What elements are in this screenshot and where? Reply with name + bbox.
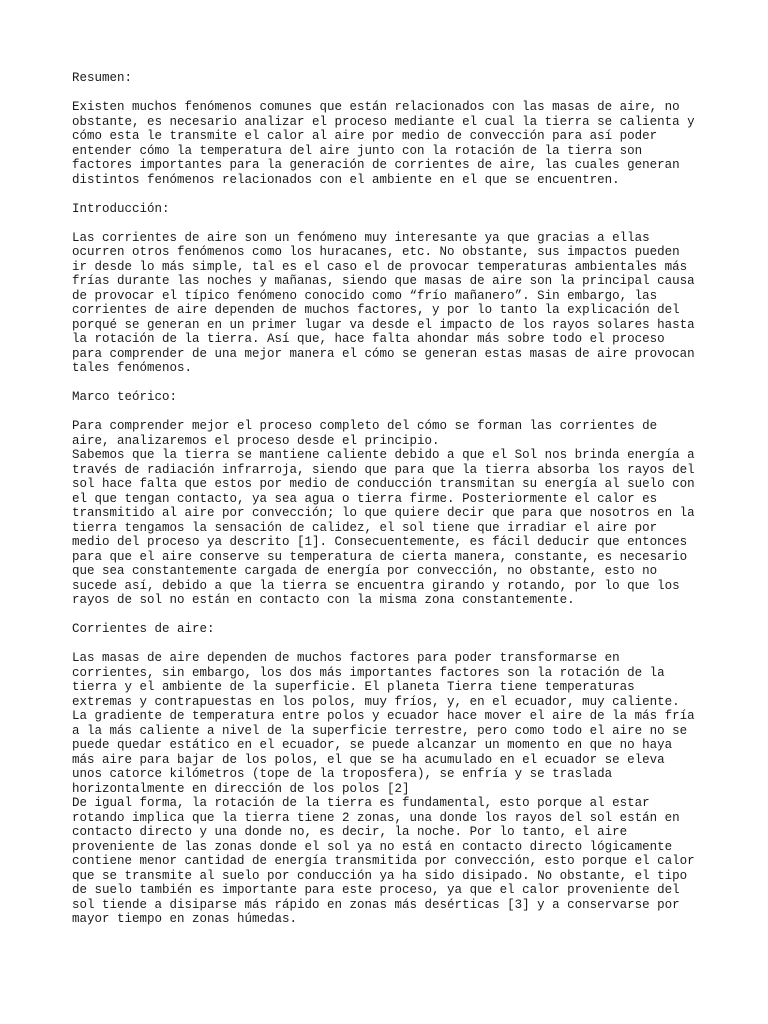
text-line: a la más caliente a nivel de la superficie terrestre, pero como todo el aire no se: [72, 723, 688, 738]
text-line: para comprender de una mejor manera el cómo se generan estas masas de aire provocan: [72, 346, 695, 361]
text-line: sol tiende a disiparse más rápido en zonas más desérticas [3] y a conservarse por: [72, 897, 680, 912]
text-line: través de radiación infrarroja, siendo que para que la tierra absorba los rayos del: [72, 462, 695, 477]
text-line: Existen muchos fenómenos comunes que están relacionados con las masas de aire, no: [72, 100, 680, 114]
text-line: Para comprender mejor el proceso completo del cómo se forman las corrientes de: [72, 419, 658, 433]
section: [72, 71, 712, 187]
text-line: el que tengan contacto, ya sea agua o tierra firme. Posteriormente el calor es: [72, 491, 658, 506]
text-line: De igual forma, la rotación de la tierra es fundamental, esto porque al estar: [72, 796, 650, 810]
text-line: ir desde lo más simple, tal es el caso el de provocar temperaturas ambientales más: [72, 259, 688, 274]
text-line: medio del proceso ya descrito [1]. Consecuentemente, es fácil deducir que entonces: [72, 535, 688, 549]
text-line: La gradiente de temperatura entre polos y ecuador hace mover el aire de la más fría: [72, 709, 695, 723]
text-line: la rotación de la tierra. Así que, hace falta ahondar más sobre todo el proceso: [72, 332, 665, 346]
document-page: [72, 71, 712, 941]
text-line: tales fenómenos.: [72, 361, 193, 375]
paragraph: [72, 651, 712, 796]
paragraph: [72, 796, 712, 927]
text-line: extremas y contrapuestas en los polos, muy fríos, y, en el ecuador, muy caliente.: [72, 694, 680, 709]
text-line: transmitido al aire por convección; lo que quiere decir que para que nosotros en la: [72, 506, 695, 520]
text-line: contacto directo y una donde no, es decir, la noche. Por lo tanto, el aire: [72, 825, 628, 839]
text-line: cómo esta le transmite el calor al aire por medio de convección para así poder: [72, 129, 658, 143]
text-line: tierra y el ambiente de la superficie. El planeta Tierra tiene temperaturas: [72, 680, 635, 694]
text-line: que se transmite al suelo por conducción ya ha sido disipado. No obstante, el tipo: [72, 868, 688, 883]
text-line: proveniente de las zonas donde el sol ya no está en contacto directo lógicamente: [72, 839, 673, 854]
text-line: Las masas de aire dependen de muchos factores para poder transformarse en: [72, 651, 620, 665]
paragraph: [72, 419, 712, 448]
section: [72, 622, 712, 927]
text-line: de provocar el típico fenómeno conocido como “frío mañanero”. Sin embargo, las: [72, 288, 658, 303]
text-line: corrientes de aire dependen de muchos factores, y por lo tanto la explicación del: [72, 303, 680, 317]
text-line: factores importantes para la generación de corrientes de aire, las cuales generan: [72, 158, 680, 172]
text-line: más aire para bajar de los polos, el que se ha acumulado en el ecuador se eleva: [72, 752, 665, 767]
text-line: mayor tiempo en zonas húmedas.: [72, 912, 298, 926]
text-line: aire, analizaremos el proceso desde el principio.: [72, 433, 440, 448]
text-line: frías durante las noches y mañanas, siendo que masas de aire son la principal causa: [72, 274, 695, 288]
paragraph: [72, 100, 712, 187]
text-line: de suelo también es importante para este proceso, ya que el calor proveniente del: [72, 883, 680, 897]
text-line: para que el aire conserve su temperatura de cierta manera, constante, es necesario: [72, 549, 688, 564]
text-line: obstante, es necesario analizar el proceso mediante el cual la tierra se calienta y: [72, 114, 695, 129]
section-title: Corrientes de aire:: [72, 622, 215, 636]
section-title: Resumen:: [72, 71, 133, 85]
text-line: tierra tengamos la sensación de calidez, el sol tiene que irradiar el aire por: [72, 520, 658, 535]
text-line: distintos fenómenos relacionados con el ambiente en el que se encuentren.: [72, 172, 620, 187]
text-line: entender cómo la temperatura del aire junto con la rotación de la tierra son: [72, 143, 643, 158]
text-line: Sabemos que la tierra se mantiene caliente debido a que el Sol nos brinda energía a: [72, 448, 695, 462]
text-line: rayos de sol no están en contacto con la misma zona constantemente.: [72, 593, 575, 607]
text-line: rotando implica que la tierra tiene 2 zonas, una donde los rayos del sol están en: [72, 810, 680, 825]
text-line: ocurren otros fenómenos como los huracanes, etc. No obstante, sus impactos pueden: [72, 245, 680, 259]
section: [72, 390, 712, 608]
text-line: Las corrientes de aire son un fenómeno muy interesante ya que gracias a ellas: [72, 230, 650, 245]
paragraph: [72, 448, 712, 608]
paragraph: [72, 231, 712, 376]
text-line: unos catorce kilómetros (tope de la troposfera), se enfría y se traslada: [72, 767, 613, 781]
section-title: Introducción:: [72, 201, 170, 216]
text-line: que sea constantemente cargada de energía por convección, no obstante, esto no: [72, 564, 658, 578]
text-line: sucede así, debido a que la tierra se encuentra girando y rotando, por lo que los: [72, 578, 680, 593]
section-title: Marco teórico:: [72, 390, 178, 404]
text-line: corrientes, sin embargo, los dos más importantes factores son la rotación de la: [72, 665, 665, 680]
section: [72, 202, 712, 376]
text-line: horizontalmente en dirección de los polos [2]: [72, 781, 410, 796]
text-line: sol hace falta que estos por medio de conducción transmitan su energía al suelo con: [72, 477, 695, 491]
text-line: puede quedar estático en el ecuador, se puede alcanzar un momento en que no haya: [72, 738, 673, 752]
text-line: porqué se generan en un primer lugar va desde el impacto de los rayos solares hasta: [72, 317, 695, 332]
text-line: contiene menor cantidad de energía transmitida por convección, esto porque el calor: [72, 854, 695, 868]
